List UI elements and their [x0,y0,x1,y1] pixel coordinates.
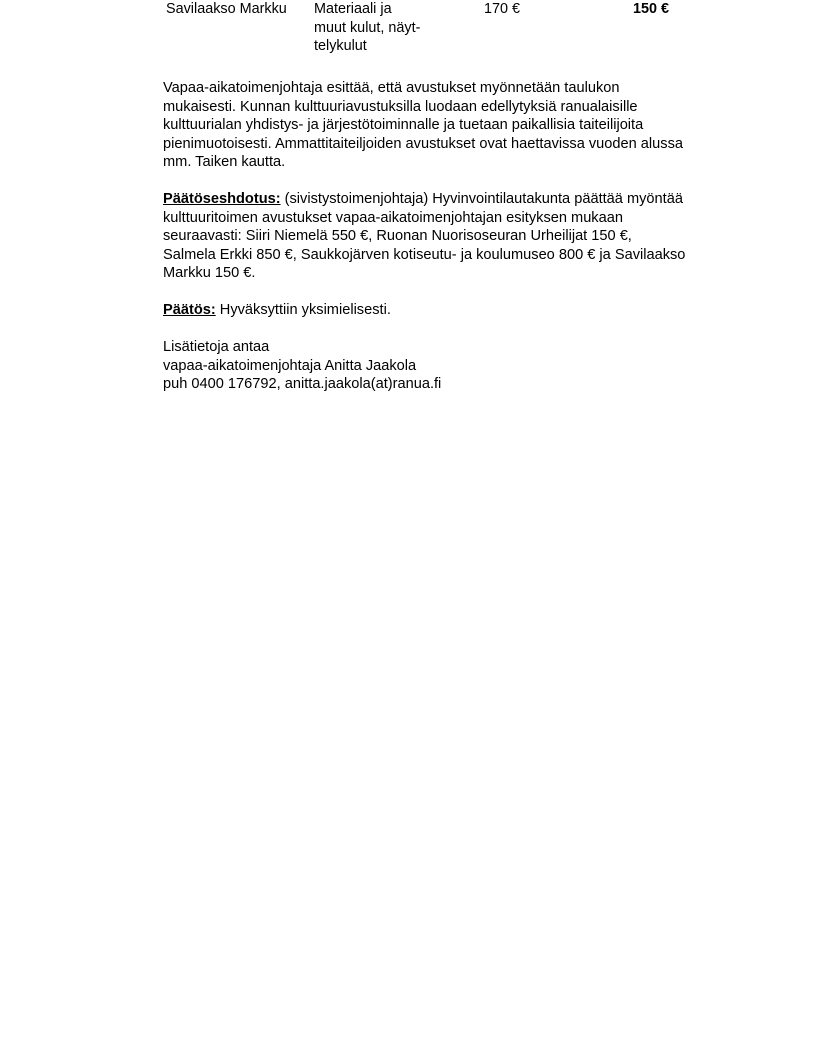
contact-line: vapaa-aikatoimenjohtaja Anitta Jaakola [163,357,417,374]
decision-label: Päätös: [163,302,216,318]
intro-line: mm. Taiken kautta. [163,154,286,170]
contact-line: Lisätietoja antaa [163,339,270,355]
purpose-cell [314,0,444,56]
intro-paragraph [163,79,743,172]
decision-paragraph [163,301,743,320]
purpose-line: telykulut [314,38,367,54]
proposal-line: Salmela Erkki 850 €, Saukkojärven kotiseutu- ja koulumuseo 800 € ja Savilaakso [163,246,686,263]
grant-table-row [0,0,816,60]
granted-amount-cell: 150 € [633,1,670,17]
purpose-line: Materiaali ja [314,1,392,17]
intro-line: pienimuotoisesti. Ammattitaiteiljoiden avustukset ovat haettavissa vuoden alussa [163,135,683,152]
proposal-paragraph [163,190,743,283]
intro-line: kulttuurialan yhdistys- ja järjestötoiminnalle ja tuetaan paikallisia taiteilijoita [163,117,644,133]
applicant-name-cell: Savilaakso Markku [166,1,287,17]
proposal-first-line-text: (sivistystoimenjohtaja) Hyvinvointilautakunta päättää myöntää [280,191,683,207]
decision-text: Hyväksyttiin yksimielisesti. [215,302,391,318]
proposal-label: Päätöseshdotus: [163,191,281,207]
proposal-line: Markku 150 €. [163,265,256,281]
intro-line: mukaisesti. Kunnan kulttuuriavustuksilla luodaan edellytyksiä ranualaisille [163,98,638,115]
contact-line: puh 0400 176792, anitta.jaakola(at)ranua.fi [163,376,442,392]
contact-paragraph [163,338,743,394]
applied-amount-cell: 170 € [484,1,521,17]
purpose-line: muut kulut, näyt- [314,19,421,36]
decision-line [163,301,743,320]
intro-line: Vapaa-aikatoimenjohtaja esittää, että avustukset myönnetään taulukon [163,80,620,96]
proposal-line: kulttuuritoimen avustukset vapaa-aikatoimenjohtajan esityksen mukaan [163,209,623,226]
proposal-first-line [163,190,743,209]
proposal-line: seuraavasti: Siiri Niemelä 550 €, Ruonan Nuorisoseuran Urheilijat 150 €, [163,228,632,244]
